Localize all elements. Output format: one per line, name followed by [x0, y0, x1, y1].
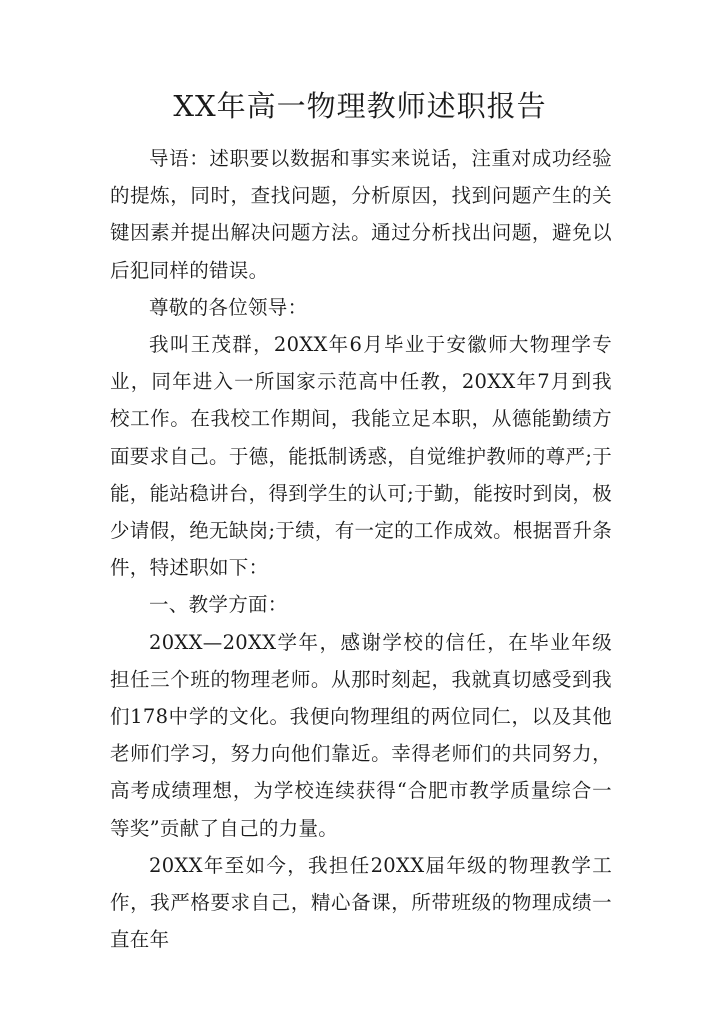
- paragraph-self-introduction: 我叫王茂群，20XX年6月毕业于安徽师大物理学专业，同年进入一所国家示范高中任教，20XX年7月到我校工作。在我校工作期间，我能立足本职，从德能勤绩方面要求自己。于德，能抵制诱惑，自觉维护教师的尊严;于能，能站稳讲台，得到学生的认可;于勤，能按时到岗，极少请假，绝无缺岗;于绩，有一定的工作成效。根据晋升条件，特述职如下：: [110, 333, 612, 580]
- paragraph-salutation: 尊敬的各位领导：: [149, 295, 308, 319]
- section-heading-teaching: 一、教学方面：: [149, 593, 288, 617]
- paragraph-intro: 导语：述职要以数据和事实来说话，注重对成功经验的提炼，同时，查找问题，分析原因，找到问题产生的关键因素并提出解决问题方法。通过分析找出问题，避免以后犯同样的错误。: [110, 147, 612, 282]
- paragraph-teaching-experience: 20XX—20XX学年，感谢学校的信任，在毕业年级担任三个班的物理老师。从那时刻起，我就真切感受到我们178中学的文化。我便向物理组的两位同仁，以及其他老师们学习，努力向他们靠近。幸得老师们的共同努力，高考成绩理想，为学校连续获得“合肥市教学质量综合一等奖”贡献了自己的力量。: [110, 630, 612, 840]
- document-body: [110, 140, 612, 958]
- paragraph-current-work: 20XX年至如今，我担任20XX届年级的物理教学工作，我严格要求自己，精心备课，所带班级的物理成绩一直在年: [110, 853, 612, 952]
- document-title: XX年高一物理教师述职报告: [173, 89, 547, 123]
